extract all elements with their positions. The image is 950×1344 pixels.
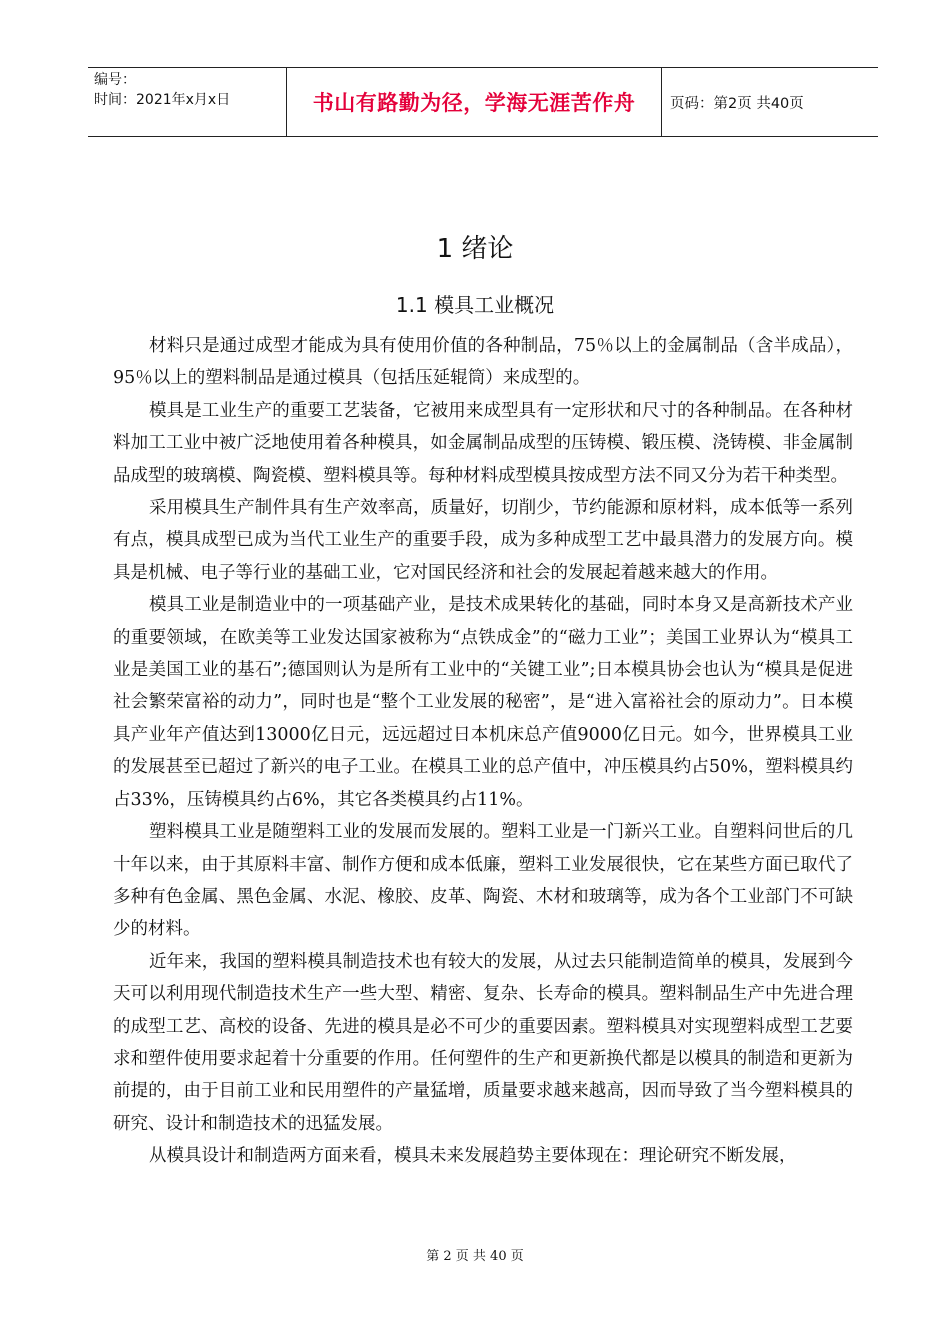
body-text [113, 330, 853, 1173]
paragraph: 模具是工业生产的重要工艺装备，它被用来成型具有一定形状和尺寸的各种制品。在各种材料加工工业中被广泛地使用着各种模具，如金属制品成型的压铸模、锻压模、浇铸模、非金属制品成型的玻璃模、陶瓷模、塑料模具等。每种材料成型模具按成型方法不同又分为若干种类型。 [113, 400, 853, 486]
number-label: 编号： [94, 72, 136, 88]
header-page-cell [662, 68, 878, 136]
page-footer: 第 2 页 共 40 页 [426, 1249, 524, 1264]
paragraph: 采用模具生产制件具有生产效率高，质量好，切削少，节约能源和原材料，成本低等一系列有点，模具成型已成为当代工业生产的重要手段，成为多种成型工艺中最具潜力的发展方向。模具是机械、电子等行业的基础工业，它对国民经济和社会的发展起着越来越大的作用。 [113, 498, 853, 583]
paragraph: 模具工业是制造业中的一项基础产业，是技术成果转化的基础，同时本身又是高新技术产业的重要领域，在欧美等工业发达国家被称为“点铁成金”的“磁力工业”；美国工业界认为“模具工业是美国工业的基石”;德国则认为是所有工业中的“关键工业”;日本模具协会也认为“模具是促进社会繁荣富裕的动力”，同时也是“整个工业发展的秘密”，是“进入富裕社会的原动力”。日本模具产业年产值达到13000亿日元，远远超过日本机床总产值9000亿日元。如今，世界模具工业的发展甚至已超过了新兴的电子工业。在模具工业的总产值中，冲压模具约占50%，塑料模具约占33%，压铸模具约占6%，其它各类模具约占11%。 [113, 595, 853, 810]
header-motto: 书山有路勤为径，学海无涯苦作舟 [312, 91, 636, 115]
page-header [88, 67, 878, 137]
paragraph: 塑料模具工业是随塑料工业的发展而发展的。塑料工业是一门新兴工业。自塑料问世后的几十年以来，由于其原料丰富、制作方便和成本低廉，塑料工业发展很快，它在某些方面已取代了多种有色金属、黑色金属、水泥、橡胶、皮革、陶瓷、木材和玻璃等，成为各个工业部门不可缺少的材料。 [113, 822, 853, 940]
paragraph: 材料只是通过成型才能成为具有使用价值的各种制品，75％以上的金属制品（含半成品），95％以上的塑料制品是通过模具（包括压延辊筒）来成型的。 [113, 336, 853, 389]
chapter-title: 1 绪论 [436, 234, 514, 264]
paragraph: 近年来，我国的塑料模具制造技术也有较大的发展，从过去只能制造简单的模具，发展到今天可以利用现代制造技术生产一些大型、精密、复杂、长寿命的模具。塑料制品生产中先进合理的成型工艺、高校的设备、先进的模具是必不可少的重要因素。塑料模具对实现塑料成型工艺要求和塑件使用要求起着十分重要的作用。任何塑件的生产和更新换代都是以模具的制造和更新为前提的，由于目前工业和民用塑件的产量猛增，质量要求越来越高，因而导致了当今塑料模具的研究、设计和制造技术的迅猛发展。 [113, 951, 853, 1134]
paragraph: 从模具设计和制造两方面来看，模具未来发展趋势主要体现在：理论研究不断发展， [149, 1146, 797, 1167]
header-motto-cell [286, 68, 662, 136]
section-title: 1.1 模具工业概况 [395, 293, 555, 317]
header-meta [88, 68, 286, 136]
header-page-label: 页码：第2页 共40页 [670, 95, 804, 112]
time-label: 时间：2021年x月x日 [94, 92, 231, 108]
